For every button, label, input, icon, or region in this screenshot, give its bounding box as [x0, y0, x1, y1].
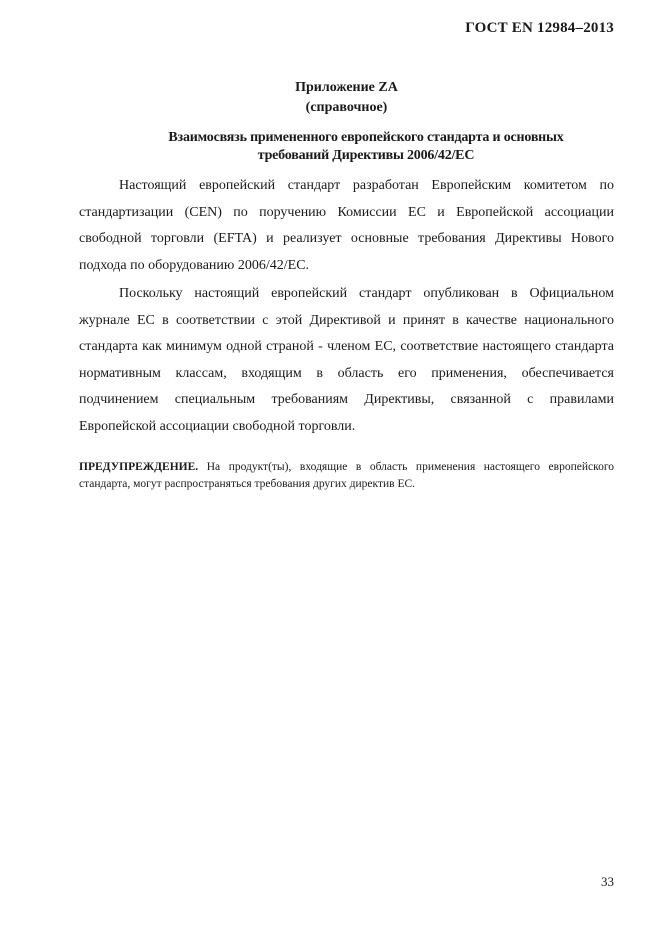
annex-heading-line-2: требований Директивы 2006/42/ЕС — [257, 148, 475, 163]
warning-label: ПРЕДУПРЕЖДЕНИЕ. — [79, 461, 199, 473]
page-number: 33 — [601, 874, 614, 889]
body-text — [79, 173, 614, 442]
warning-text: На продукт(ты), входящие в область применения настоящего европейского стандарта, могут распространяться требования других директив ЕС. — [79, 461, 615, 490]
body-paragraph-2: Поскольку настоящий европейский стандарт опубликован в Официальном журнале ЕС в соответствии с этой Директивой и принят в качестве национального стандарта как минимум одной страной - членом ЕС, соответствие настоящего стандарта нормативным классам, входящим в область его применения, обеспечивается подчинением специальным требованиям Директивы, связанной с правилами Европейской ассоциации свободной торговли. — [79, 286, 614, 434]
annex-title-block — [0, 78, 661, 118]
annex-status: (справочное) — [305, 100, 388, 115]
annex-title: Приложение ZA — [295, 80, 398, 95]
body-paragraph-1: Настоящий европейский стандарт разработан Европейским комитетом по стандартизации (CEN) по поручению Комиссии ЕС и Европейской ассоциации свободной торговли (EFTA) и реализует основные требования Директивы Нового подхода по оборудованию 2006/42/ЕС. — [79, 178, 614, 273]
document-code: ГОСТ EN 12984–2013 — [465, 20, 614, 36]
annex-heading-line-1: Взаимосвязь примененного европейского стандарта и основных — [168, 130, 564, 145]
annex-heading — [100, 129, 632, 165]
warning-note — [79, 459, 614, 493]
